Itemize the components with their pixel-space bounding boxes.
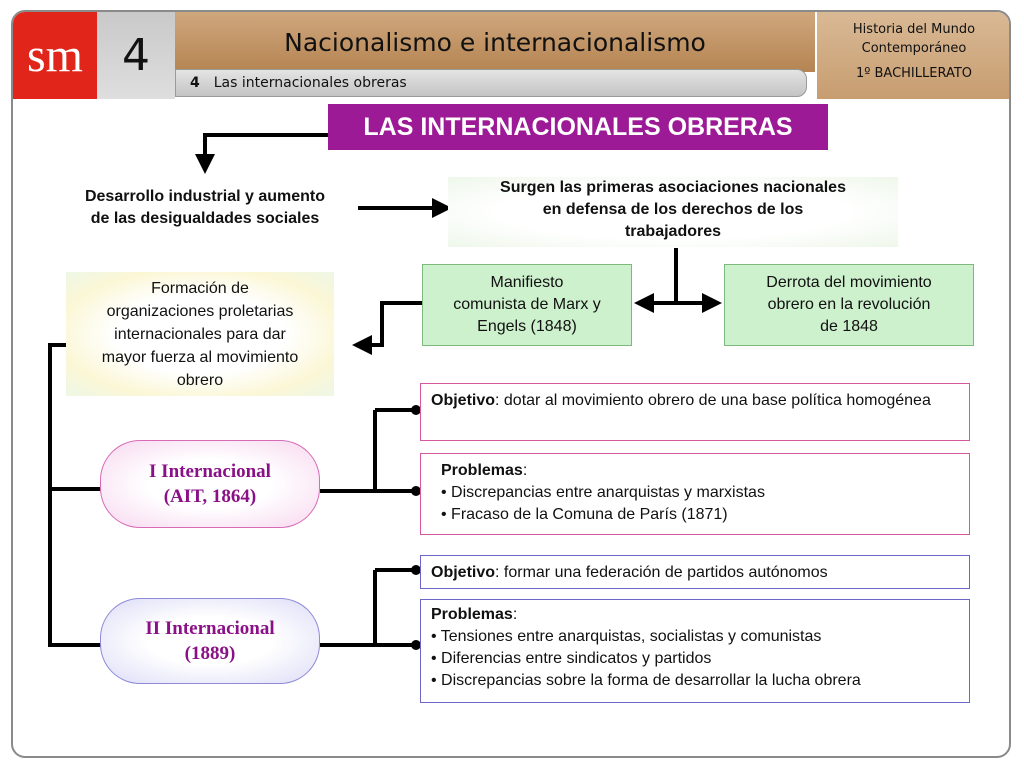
subject-line2: Contemporáneo xyxy=(861,41,967,56)
first-problems-box xyxy=(420,453,970,535)
defeat-line2: obrero en la revolución xyxy=(767,296,931,313)
formation-line4: mayor fuerza al movimiento xyxy=(101,348,299,366)
section-number: 4 xyxy=(190,75,200,91)
arrow-manifesto-to-formation xyxy=(356,303,422,345)
second-objective-text: : formar una federación de partidos autónomos xyxy=(495,564,828,581)
cause-text xyxy=(46,186,364,230)
second-objective-box xyxy=(420,555,970,589)
second-problems-label: Problemas xyxy=(431,606,513,623)
first-international-name: I Internacional xyxy=(149,461,271,482)
manifesto-box xyxy=(422,264,632,346)
arrow-title-to-cause xyxy=(205,135,328,170)
first-objective-box xyxy=(420,383,970,441)
first-objective-text: : dotar al movimiento obrero de una base política homogénea xyxy=(495,392,931,409)
cause-line2: de las desigualdades sociales xyxy=(90,210,320,227)
unit-title: Nacionalismo e internacionalismo xyxy=(175,12,815,72)
first-problems-colon: : xyxy=(522,462,528,479)
second-problem-item: • Tensiones entre anarquistas, socialistas y comunistas xyxy=(431,628,822,645)
second-international-oval xyxy=(100,598,320,684)
consequence-line3: trabajadores xyxy=(624,223,722,240)
cause-line1: Desarrollo industrial y aumento xyxy=(84,188,326,205)
second-international-name: II Internacional xyxy=(145,618,275,639)
manifesto-line3: Engels (1848) xyxy=(477,318,577,335)
defeat-box xyxy=(724,264,974,346)
second-problems-box xyxy=(420,599,970,703)
second-objective-label: Objetivo xyxy=(431,564,496,581)
second-problem-item: • Discrepancias sobre la forma de desarrollar la lucha obrera xyxy=(431,672,861,689)
formation-line3: internacionales para dar xyxy=(114,325,286,343)
formation-line5: obrero xyxy=(176,371,224,389)
formation-text xyxy=(66,272,334,396)
subject-line1: Historia del Mundo xyxy=(852,22,976,37)
main-title: LAS INTERNACIONALES OBRERAS xyxy=(328,104,828,150)
first-objective-label: Objetivo xyxy=(431,392,496,409)
defeat-line1: Derrota del movimiento xyxy=(766,274,932,291)
formation-line2: organizaciones proletarias xyxy=(106,302,294,320)
line-second-bracket xyxy=(320,570,416,645)
first-international-detail: (AIT, 1864) xyxy=(163,486,257,507)
defeat-line3: de 1848 xyxy=(820,318,878,335)
line-first-bracket xyxy=(320,410,416,491)
consequence-text xyxy=(448,177,898,247)
second-problems-colon: : xyxy=(512,606,518,623)
unit-number: 4 xyxy=(97,12,175,99)
manifesto-line2: comunista de Marx y xyxy=(453,296,601,313)
section-title: Las internacionales obreras xyxy=(213,75,407,91)
first-international-oval xyxy=(100,440,320,528)
consequence-line1: Surgen las primeras asociaciones nacionales xyxy=(500,179,846,196)
second-international-detail: (1889) xyxy=(184,643,236,664)
first-problem-item: • Discrepancias entre anarquistas y marxistas xyxy=(441,484,765,501)
first-problem-item: • Fracaso de la Comuna de París (1871) xyxy=(441,506,728,523)
publisher-logo: sm xyxy=(13,12,97,99)
manifesto-line1: Manifiesto xyxy=(490,274,564,291)
second-problem-item: • Diferencias entre sindicatos y partidos xyxy=(431,650,712,667)
consequence-line2: en defensa de los derechos de los xyxy=(542,201,804,218)
formation-line1: Formación de xyxy=(151,279,249,297)
first-problems-label: Problemas xyxy=(441,462,523,479)
course-label: 1º BACHILLERATO xyxy=(855,66,973,81)
